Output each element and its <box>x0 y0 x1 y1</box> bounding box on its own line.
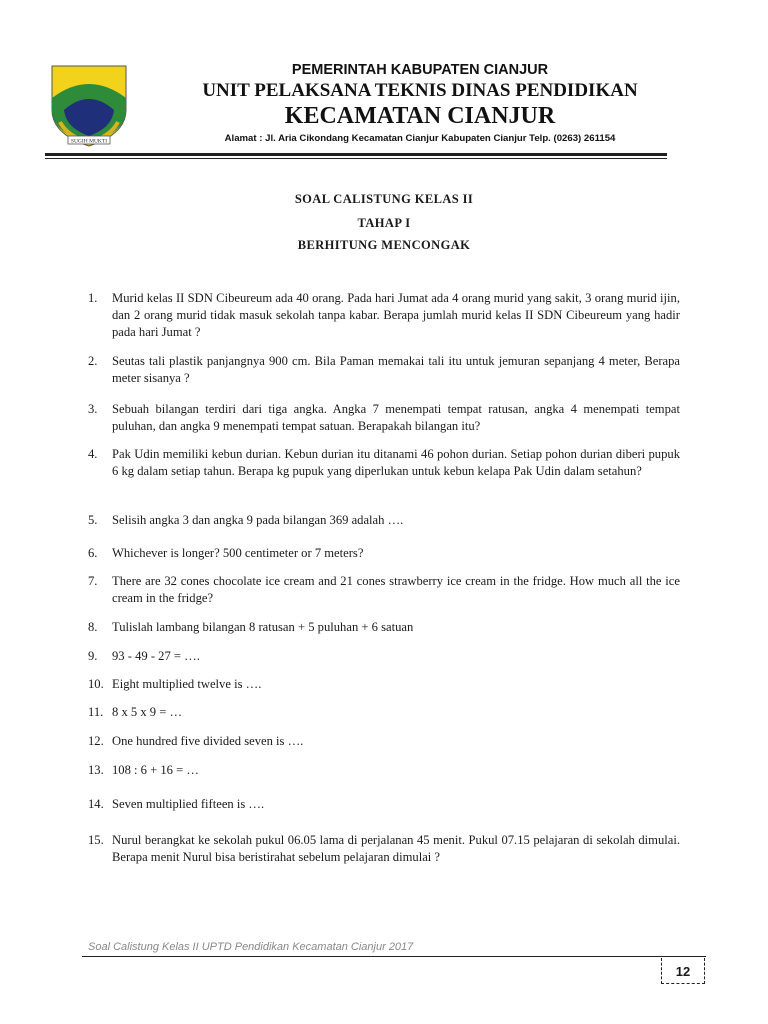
header-address: Alamat : Jl. Aria Cikondang Kecamatan Cianjur Kabupaten Cianjur Telp. (0263) 261154 <box>224 133 616 144</box>
header-district: KECAMATAN CIANJUR <box>284 103 556 129</box>
question-item: 2. Seutas tali plastik panjangnya 900 cm. Bila Paman memakai tali itu untuk jemuran sepanjang 4 meter, Berapa meter sisanya ? <box>88 354 680 385</box>
question-item: 3. Sebuah bilangan terdiri dari tiga angka. Angka 7 menempati tempat ratusan, angka 4 menempati tempat puluhan, dan angka 9 menempati tempat satuan. Berapakah bilangan itu? <box>88 402 680 433</box>
question-item: 8. Tulislah lambang bilangan 8 ratusan + 5 puluhan + 6 satuan <box>88 620 414 634</box>
question-item: 7. There are 32 cones chocolate ice cream and 21 cones strawberry ice cream in the fridge. How much all the ice cream in the fridge? <box>88 574 680 605</box>
cianjur-emblem-logo <box>46 62 132 148</box>
question-item: 11. 8 x 5 x 9 = … <box>88 705 183 719</box>
header-rule-thick <box>45 153 667 156</box>
header-government: PEMERINTAH KABUPATEN CIANJUR <box>291 62 549 78</box>
question-item: 6. Whichever is longer? 500 centimeter or 7 meters? <box>88 546 364 560</box>
doc-stage: TAHAP I <box>357 216 411 230</box>
logo-motto: SUGIH MUKTI <box>70 138 108 145</box>
question-item: 15. Nurul berangkat ke sekolah pukul 06.05 lama di perjalanan 45 menit. Pukul 07.15 pelajaran di sekolah dimulai. Berapa menit Nurul bisa beristirahat sebelum pelajaran dimulai ? <box>88 833 680 864</box>
question-item: 10. Eight multiplied twelve is …. <box>88 677 262 691</box>
question-item: 14. Seven multiplied fifteen is …. <box>88 797 265 811</box>
doc-title: SOAL CALISTUNG KELAS II <box>294 192 474 206</box>
footer-rule <box>82 956 706 957</box>
question-item: 4. Pak Udin memiliki kebun durian. Kebun durian itu ditanami 46 pohon durian. Setiap pohon durian diberi pupuk 6 kg dalam setiap tahun. Berapa kg pupuk yang diperlukan untuk kebun kelapa Pak Udin dalam setahun? <box>88 447 680 478</box>
page-number: 12 <box>675 964 691 979</box>
question-item: 5. Selisih angka 3 dan angka 9 pada bilangan 369 adalah …. <box>88 513 404 527</box>
footer-caption: Soal Calistung Kelas II UPTD Pendidikan Kecamatan Cianjur 2017 <box>88 941 414 953</box>
question-item: 9. 93 - 49 - 27 = …. <box>88 649 200 663</box>
question-item: 13. 108 : 6 + 16 = … <box>88 763 199 777</box>
header-rule-thin <box>45 158 667 159</box>
doc-subtitle: BERHITUNG MENCONGAK <box>297 238 471 252</box>
question-item: 1. Murid kelas II SDN Cibeureum ada 40 orang. Pada hari Jumat ada 4 orang murid yang sakit, 3 orang murid ijin, dan 2 orang murid tidak masuk sekolah tanpa kabar. Berapa jumlah murid kelas II SDN Cibeureum yang hadir pada hari Jumat ? <box>88 291 680 339</box>
question-item: 12. One hundred five divided seven is …. <box>88 734 304 748</box>
header-unit: UNIT PELAKSANA TEKNIS DINAS PENDIDIKAN <box>202 80 638 101</box>
